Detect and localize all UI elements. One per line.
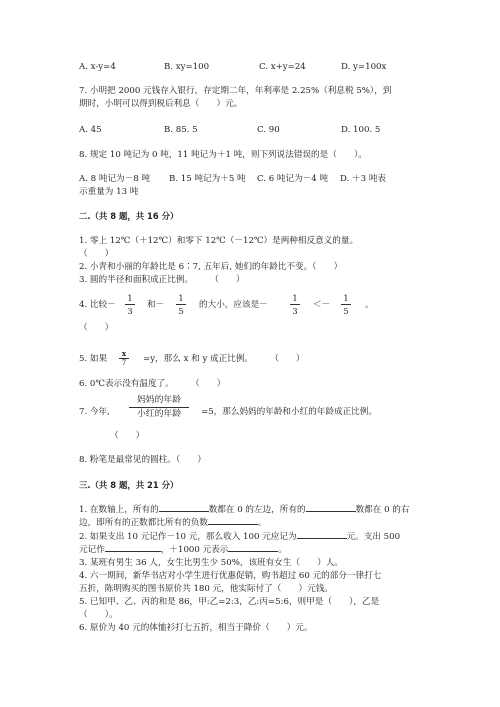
answer-blank[interactable] [297,538,347,539]
fraction-bar [176,304,186,305]
s3-q1-line2 [79,519,267,528]
s3-q3: 3. 某班有男生 36 人，女生比男生少 50%，该班有女生（ ）人。 [79,558,344,568]
s2-q4-lt: ＜－ [313,300,331,310]
s3-q2-line2-c: 。 [278,545,287,555]
fraction-denominator: 5 [178,306,184,317]
age-ratio-fraction [129,396,189,419]
answer-blank[interactable] [306,511,356,512]
q8-option-d-continued: 示重量为 13 吨 [79,187,139,197]
s2-q7-rest: =5，那么妈妈的年龄和小红的年龄成正比例。 [201,407,377,417]
s3-q1-line2-a: 边，即所有的正数都比所有的负数 [79,518,208,528]
s3-q5-line1: 5. 已知甲、乙、丙的和是 86，甲:乙=2:3，乙:丙=5:6，则甲是（ ），乙是 [79,597,380,607]
s2-q2: 2. 小青和小丽的年龄比是 6∶7, 五年后, 她们的年龄比不变。（ ） [79,262,343,272]
s2-q1-line1: 1. 零上 12℃（＋12℃）和零下 12℃（－12℃）是两种相反意义的量。 [79,236,359,246]
q6-option-b: B. xy=100 [164,62,210,72]
fraction-one-third-b [290,294,300,315]
s3-q1-line2-b: 。 [257,518,267,528]
q8-line1: 8. 规定 10 吨记为 0 吨，11 吨记为＋1 吨，则下列说法错误的是（ ）。 [79,150,367,160]
s3-q2-line2-b: ，＋1000 元表示 [160,545,229,555]
q7-line2: 期时，小明可以得到税后利息（ ）元。 [79,99,243,109]
fraction-x-over-7 [119,350,129,367]
s3-q4-line1: 4. 六一期间，新华书店对小学生进行优惠促销，购书超过 60 元的部分一律打七 [79,571,382,581]
section2-title: 二.（共 8 题，共 16 分） [79,211,179,221]
section3-title: 三.（共 8 题，共 21 分） [79,480,179,490]
s2-q5-rest: =y，那么 x 和 y 成正比例。 （ ） [143,354,305,364]
q7-option-a: A. 45 [79,125,102,135]
fraction-bar [341,304,351,305]
q7-option-b: B. 85. 5 [164,125,198,135]
fraction-bar [125,304,135,305]
fraction-one-third [125,294,135,315]
fraction-denominator: 3 [292,306,298,317]
s2-q4-prefix: 4. 比较－ [79,300,116,310]
s2-q4-paren: （ ） [79,323,114,333]
answer-blank[interactable] [105,551,161,552]
fraction-denominator: 3 [127,306,133,317]
answer-blank[interactable] [159,511,209,512]
answer-blank[interactable] [208,524,258,525]
s2-q7-paren: （ ） [110,431,145,441]
s2-q4-mid: 的大小，应该是－ [199,300,268,310]
s3-q2-line2-a: 元记作 [79,545,105,555]
s3-q1-line1 [79,506,409,515]
s2-q4-and: 和－ [147,300,165,310]
s3-q1-part-b: 数都在 0 的左边，所有的 [208,505,306,515]
s3-q5-line2: （ ）。 [79,610,118,620]
s3-q4-line2: 五折，陈明购买的图书原价共 180 元，他实际付了（ ）元钱。 [79,584,333,594]
s2-q6: 6. 0℃表示没有温度了。 （ ） [79,379,226,389]
fraction-bar [290,304,300,305]
fraction-one-fifth [176,294,186,315]
q7-option-c: C. 90 [257,125,280,135]
fraction-numerator: 1 [178,293,184,303]
s2-q5-prefix: 5. 如果 [79,354,108,364]
fraction-denominator: 5 [343,306,349,317]
fraction-denominator: 7 [121,359,127,367]
s3-q2-line2 [79,546,287,555]
q8-option-c: C. 6 吨记为－4 吨 [257,174,329,184]
fraction-numerator: 1 [343,293,349,303]
q6-option-d: D. y=100x [341,62,387,72]
s2-q8: 8. 粉笔是最常见的圆柱。（ ） [79,455,206,465]
q8-option-d: D. ＋3 吨表 [340,174,387,184]
fraction-numerator: 妈妈的年龄 [137,395,181,405]
fraction-bar [129,407,189,408]
fraction-numerator: x [121,349,127,358]
s3-q2-line1-a: 2. 如果支出 10 元记作－10 元，那么收入 100 元应记为 [79,532,297,542]
fraction-one-fifth-b [341,294,351,315]
s2-q1-line2: （ ） [79,249,114,259]
q7-line1: 7. 小明把 2000 元钱存入银行，存定期二年，年利率是 2.25%（利息税 5%），到 [79,86,392,96]
q8-option-a: A. 8 吨记为－8 吨 [79,174,151,184]
q6-option-c: C. x+y=24 [259,62,306,72]
s3-q2-line1-b: 元。支出 500 [346,532,401,542]
fraction-numerator: 1 [292,293,298,303]
fraction-denominator: 小红的年龄 [137,408,181,419]
s2-q4-end: 。 [365,300,374,310]
s2-q7-prefix: 7. 今年, [79,407,110,417]
q6-option-a: A. x-y=4 [79,62,116,72]
s2-q3: 3. 圆的半径和面积成正比例。 （ ） [79,275,245,285]
s3-q2-line1 [79,533,400,542]
s3-q1-part-a: 1. 在数轴上，所有的 [79,505,159,515]
s3-q1-part-c: 数都在 0 的右 [355,505,410,515]
fraction-numerator: 1 [127,293,133,303]
answer-blank[interactable] [228,551,278,552]
s3-q6: 6. 原价为 40 元的体恤衫打七五折，相当于降价（ ）元。 [79,623,313,633]
q7-option-d: D. 100. 5 [341,125,381,135]
q8-option-b: B. 15 吨记为＋5 吨 [169,174,246,184]
